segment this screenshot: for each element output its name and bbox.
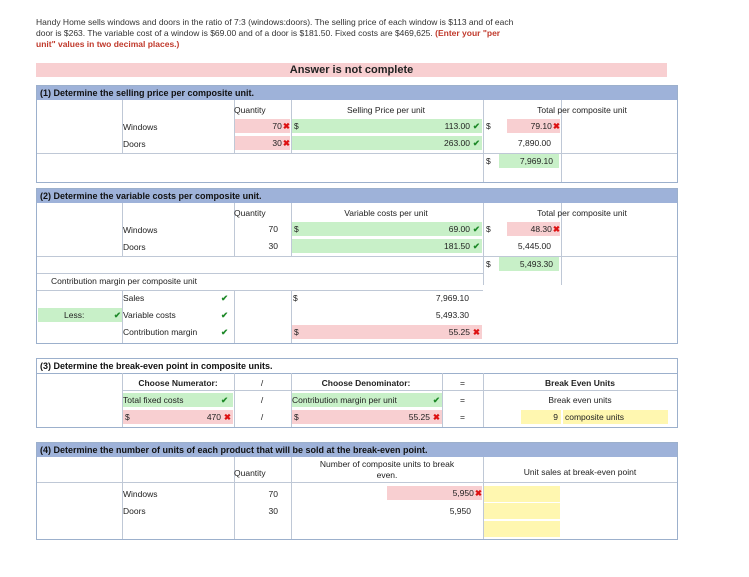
result-header: Break Even Units	[545, 378, 615, 388]
check-icon: ✔	[432, 395, 440, 405]
result-label: Break even units	[548, 395, 612, 405]
break-even-units-input[interactable]: 9	[521, 410, 561, 424]
divide-slash-value: /	[260, 412, 264, 422]
cross-icon: ✖	[474, 488, 482, 498]
part4-composite-doors: 5,950	[449, 506, 471, 516]
part4-sales-windows-input[interactable]	[484, 486, 560, 502]
part2-quantity-header: Quantity	[234, 208, 266, 218]
part1-title: (1) Determine the selling price per composite unit.	[37, 86, 677, 100]
part1-quantity-doors-input[interactable]: 30✖	[235, 136, 290, 150]
check-icon: ✔	[472, 224, 480, 234]
part2-total-doors: 5,445.00	[517, 241, 551, 251]
check-icon: ✔	[221, 310, 229, 320]
part2-quantity-doors: 30	[268, 241, 278, 251]
problem-instruction: (Enter your "per unit" values in two decimal places.)	[36, 28, 501, 49]
cm-variable-costs-value: 5,493.30	[435, 310, 469, 320]
check-icon: ✔	[221, 395, 229, 405]
problem-statement	[36, 17, 516, 50]
part2-quantity-windows: 70	[268, 224, 278, 234]
denominator-select[interactable]: Contribution margin per unit ✔	[292, 395, 440, 405]
answer-status-banner: Answer is not complete	[36, 63, 667, 77]
part1-total-doors: 7,890.00	[517, 138, 551, 148]
numerator-select[interactable]: Total fixed costs ✔	[123, 393, 233, 407]
cross-icon: ✖	[282, 138, 290, 148]
check-icon: ✔	[221, 327, 229, 337]
part2-label-doors: Doors	[123, 242, 146, 252]
equals-sign-value: =	[460, 412, 465, 422]
part2-total-header: Total per composite unit	[537, 208, 627, 218]
part4-quantity-doors: 30	[268, 506, 278, 516]
part1-composite-sum: 7,969.10	[499, 154, 559, 168]
part2-label-windows: Windows	[123, 225, 158, 235]
part4-composite-windows-input[interactable]: 5,950✖	[387, 486, 482, 500]
part4-sales-doors-input[interactable]	[484, 503, 560, 519]
check-icon: ✔	[113, 310, 121, 320]
equals-header: =	[460, 378, 465, 388]
part2-total-windows-dollar: $	[486, 224, 491, 234]
part2-cost-header: Variable costs per unit	[344, 208, 428, 218]
part4-composite-header: Number of composite units to break even.	[319, 459, 455, 480]
part2-cost-windows-input[interactable]: $ 69.00 ✔	[294, 224, 480, 234]
part2-composite-sum: 5,493.30	[499, 257, 559, 271]
cm-contribution-margin-input[interactable]: $ 55.25 ✖	[294, 327, 480, 337]
divide-slash: /	[260, 395, 264, 405]
cross-icon: ✖	[472, 327, 480, 337]
part2-sum-dollar: $	[486, 259, 491, 269]
cross-icon: ✖	[282, 121, 290, 131]
cross-icon: ✖	[223, 412, 231, 422]
part1-total-header: Total per composite unit	[537, 105, 627, 115]
part4-sales-header: Unit sales at break-even point	[523, 467, 637, 477]
cm-sales-value: 7,969.10	[435, 293, 469, 303]
cross-icon: ✖	[552, 121, 560, 131]
part4-label-doors: Doors	[123, 506, 146, 516]
cm-variable-costs-label[interactable]: Variable costs ✔	[123, 310, 229, 320]
part1-label-windows: Windows	[123, 122, 158, 132]
part4-title: (4) Determine the number of units of each product that will be sold at the break-even point.	[37, 443, 677, 457]
check-icon: ✔	[221, 293, 229, 303]
check-icon: ✔	[472, 138, 480, 148]
numerator-header: Choose Numerator:	[138, 378, 218, 388]
part4-quantity-windows: 70	[268, 489, 278, 499]
problem-text: Handy Home sells windows and doors in the ratio of 7:3 (windows:doors). The selling price of each window is $113 and of each door is $263. The variable cost of a window is $69.00 and of a door is $181.50. Fixed costs are $469,625.	[36, 17, 514, 38]
part4-label-windows: Windows	[123, 489, 158, 499]
denominator-value-input[interactable]: $ 55.25 ✖	[294, 412, 440, 422]
part4-quantity-header: Quantity	[234, 468, 266, 478]
cm-less-prefix: Less: ✔	[38, 308, 122, 322]
part2-panel	[36, 188, 678, 344]
part1-label-doors: Doors	[123, 139, 146, 149]
check-icon: ✔	[472, 241, 480, 251]
divide-slash-header: /	[260, 378, 264, 388]
part4-sales-total-input[interactable]	[484, 521, 560, 537]
part4-panel	[36, 442, 678, 540]
cm-sales-label[interactable]: Sales ✔	[123, 293, 229, 303]
part1-price-windows-input[interactable]: $ 113.00 ✔	[294, 121, 480, 131]
part1-sum-dollar: $	[486, 156, 491, 166]
part2-total-windows-input[interactable]: 48.30✖	[507, 222, 560, 236]
part1-total-windows-input[interactable]: 79.10✖	[507, 119, 560, 133]
cross-icon: ✖	[432, 412, 440, 422]
part1-price-doors-input[interactable]: 263.00 ✔	[292, 136, 482, 150]
check-icon: ✔	[472, 121, 480, 131]
part2-title: (2) Determine the variable costs per composite unit.	[37, 189, 677, 203]
cm-contribution-margin-label[interactable]: Contribution margin ✔	[123, 327, 229, 337]
part1-quantity-header: Quantity	[234, 105, 266, 115]
part3-title: (3) Determine the break-even point in composite units.	[37, 359, 677, 374]
cross-icon: ✖	[552, 224, 560, 234]
part2-cost-doors-input[interactable]: 181.50 ✔	[292, 239, 482, 253]
cm-sales-dollar: $	[293, 293, 298, 303]
part1-panel	[36, 85, 678, 183]
cm-title: Contribution margin per composite unit	[51, 276, 197, 286]
denominator-header: Choose Denominator:	[321, 378, 411, 388]
result-unit: composite units	[563, 410, 668, 424]
part1-price-header: Selling Price per unit	[347, 105, 425, 115]
numerator-value-input[interactable]: $ 470 ✖	[125, 412, 231, 422]
part3-panel	[36, 358, 678, 428]
part1-total-windows-dollar: $	[486, 121, 491, 131]
part1-quantity-windows-input[interactable]: 70✖	[235, 119, 290, 133]
equals-sign: =	[460, 395, 465, 405]
